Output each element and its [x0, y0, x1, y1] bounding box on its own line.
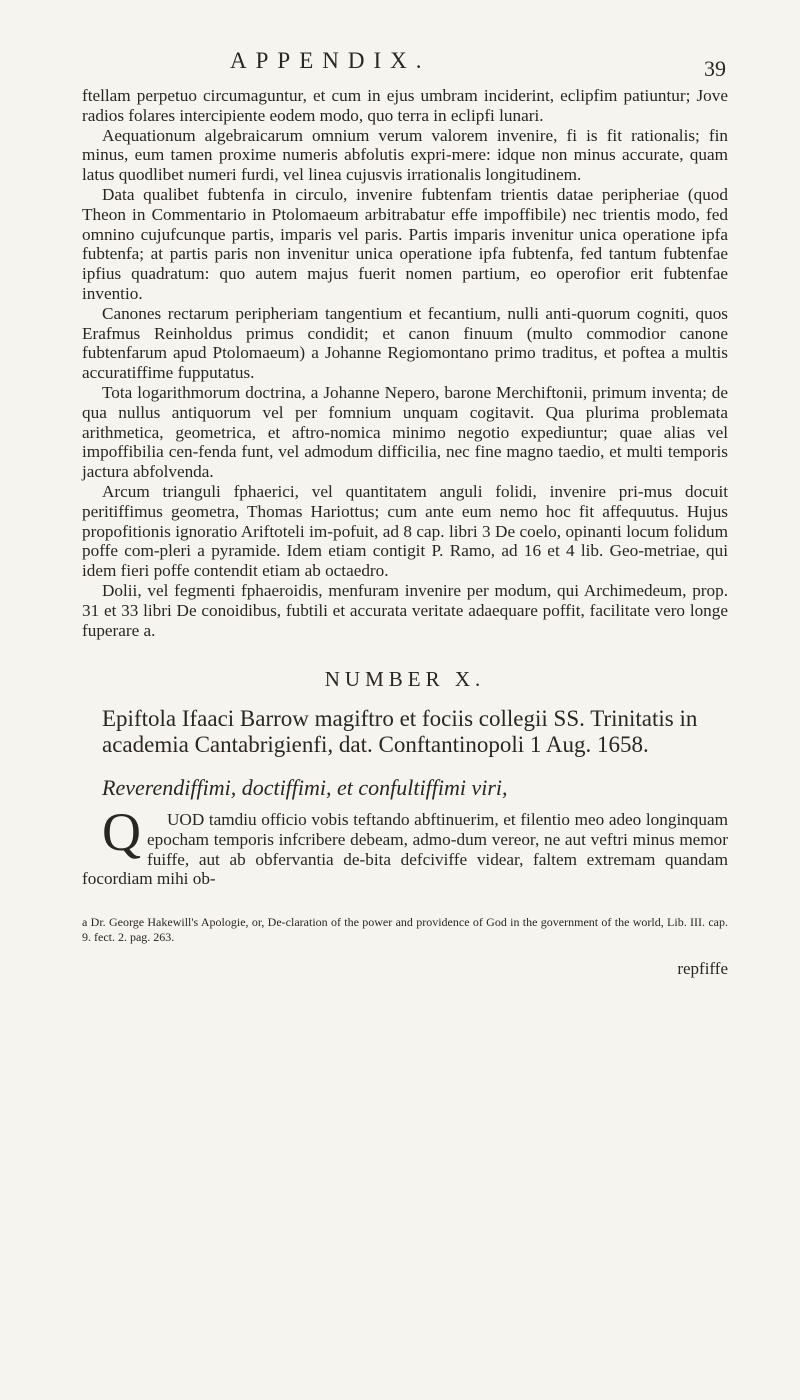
text-block	[82, 86, 728, 979]
running-head: APPENDIX.	[230, 48, 431, 73]
paragraph: Canones rectarum peripheriam tangentium et fecantium, nulli anti-quorum cogniti, quos Erafmus Reinholdus primus condidit; et canon finuum (multo commodior canone fubtenfarum apud Ptolomaeum) a Johanne Regiomontano primo traditus, et poftea a multis accuratiffime fupputatus.	[82, 303, 728, 383]
paragraph: Data qualibet fubtenfa in circulo, invenire fubtenfam trientis datae peripheriae (quod Theon in Commentario in Ptolomaeum arbitrabatur effe impoffibile) nec trientis modo, fed omnino cujufcunque partis, imparis vel paris. Partis imparis invenitur unica operatione ipfa fubtenfa; at partis paris non invenitur unica operatione ipfa fubtenfa, fed tantum fubtenfae ipfius quadratum: quo autem majus fuerit nomen partium, eo operofior erit fubtenfae inventio.	[82, 184, 728, 303]
page-header	[170, 48, 730, 90]
paragraph: Tota logarithmorum doctrina, a Johanne Nepero, barone Merchiftonii, primum inventa; de qua nullus antiquorum vel per fomnium unquam cogitavit. Qua plurima problemata arithmetica, geometrica, et aftro-nomica minimo negotio expediuntur; quae alias vel impoffibilia cen-fenda funt, vel admodum difficilia, nec fine magno taedio, et multi temporis jactura abfolvenda.	[82, 382, 728, 482]
paragraph: Dolii, vel fegmenti fphaeroidis, menfuram invenire per modum, qui Archimedeum, prop. 31 et 33 libri De conoidibus, fubtili et accurata veritate adaequare poffit, facilitate vero longe fuperare a.	[82, 580, 728, 640]
letter-title: Epiftola Ifaaci Barrow magiftro et fociis collegii SS. Trinitatis in academia Cantabrigienfi, dat. Conftantinopoli 1 Aug. 1658.	[102, 706, 698, 758]
drop-cap: Q	[102, 801, 141, 862]
number-heading: NUMBER X.	[324, 667, 486, 692]
paragraph: ftellam perpetuo circumaguntur, et cum in ejus umbram inciderint, eclipfim patiuntur; Jove radios folares intercipiente eodem modo, quo terra in eclipfi lunari.	[82, 86, 728, 125]
salutation: Reverendiffimi, doctiffimi, et confultiffimi viri,	[102, 775, 508, 801]
paragraph: Aequationum algebraicarum omnium verum valorem invenire, fi is fit rationalis; fin minus, eum tamen proxime numeris abfolutis expri-mere: idque non minus accurate, quam latus quodlibet numeri furdi, vel linea cujusvis irrationalis longitudinem.	[82, 125, 728, 185]
footnote: a Dr. George Hakewill's Apologie, or, De-claration of the power and providence of God in the government of the world, Lib. III. cap. 9. fect. 2. pag. 263.	[82, 915, 728, 945]
catchword: repfiffe	[677, 959, 728, 979]
page-number: 39	[704, 56, 726, 81]
letter-first-word: UOD	[167, 809, 205, 829]
letter-text: tamdiu officio vobis teftando abftinuerim, et filentio meo adeo longinquam epocham temporis infcribere debeam, admo-dum vereor, ne aut veftri minus memor fuiffe, aut ab obfervantia de-bita defciviffe videar, faltem extremam quandam focordiam mihi ob-	[82, 809, 728, 889]
letter-opening	[82, 801, 728, 889]
paragraph: Arcum trianguli fphaerici, vel quantitatem anguli folidi, invenire pri-mus docuit peritiffimus geometra, Thomas Hariottus; cum ante eum nemo hoc fit affequutus. Hujus propofitionis ignoratio Ariftoteli im-pofuit, ad 8 cap. libri 3 De coelo, opinanti locum folidum poffe com-pleri a pyramide. Idem etiam contigit P. Ramo, ad 16 et 4 lib. Geo-metriae, qui idem fieri poffe contendit etiam ab octaedro.	[82, 481, 728, 581]
